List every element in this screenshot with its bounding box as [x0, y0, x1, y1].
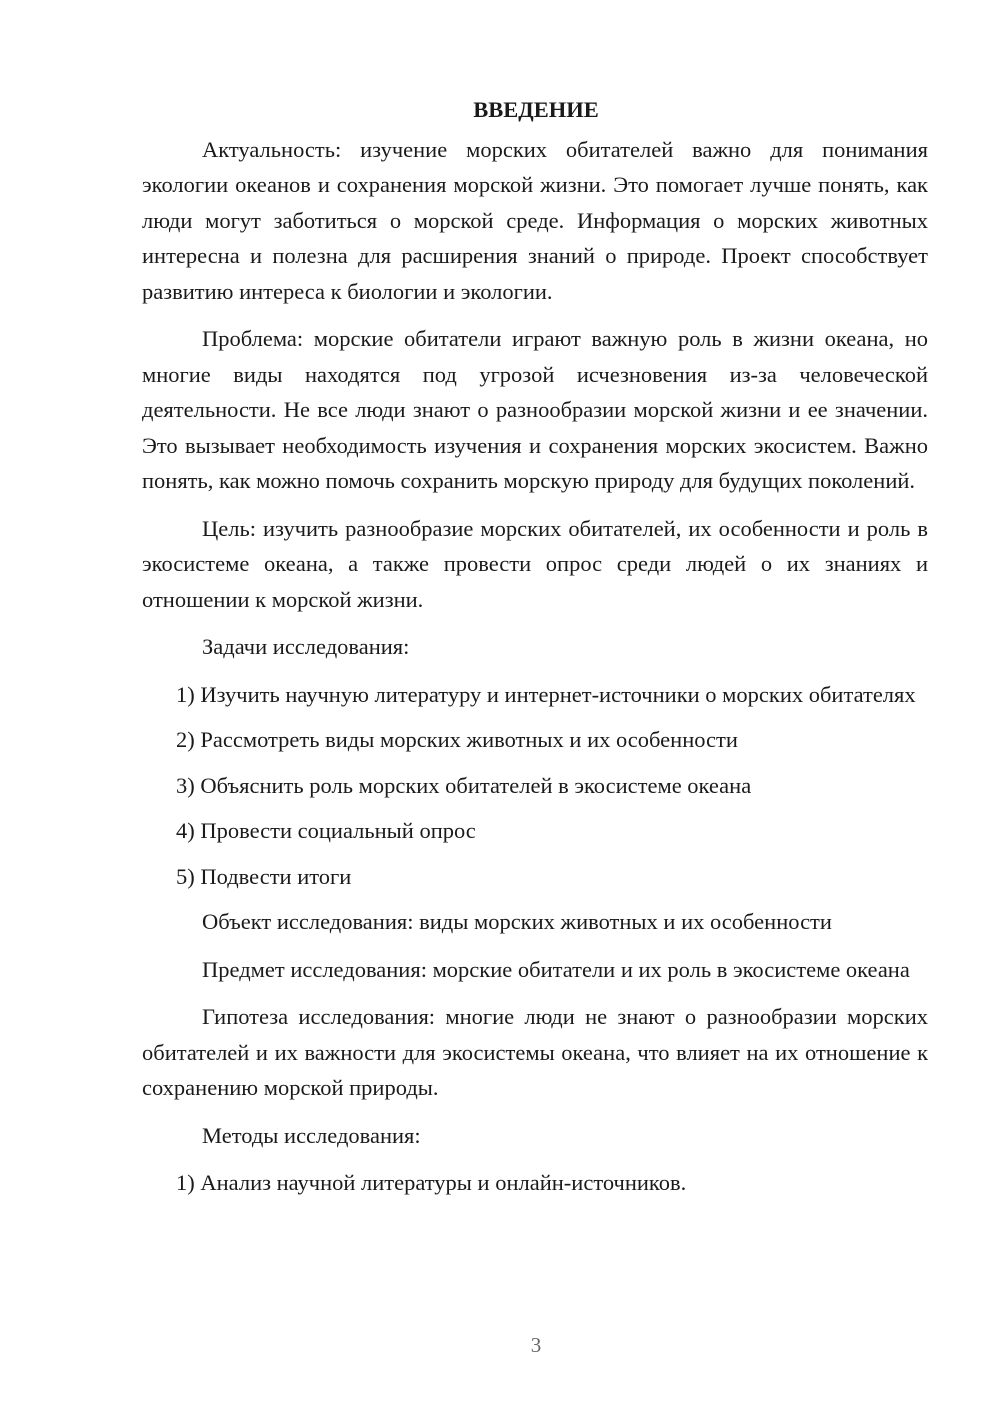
relevance-paragraph: Актуальность: изучение морских обитателей важно для понимания экологии океанов и сохранения морской жизни. Это помогает лучше понять, как люди могут заботиться о морской среде. Информация о морских животных интересна и полезна для расширения знаний о природе. Проект способствует развитию интереса к биологии и экологии. [142, 136, 928, 304]
task-item: 2) Рассмотреть виды морских животных и их особенности [176, 727, 738, 752]
tasks-heading: Задачи исследования: [202, 634, 410, 659]
goal-paragraph: Цель: изучить разнообразие морских обитателей, их особенности и роль в экосистеме океана, а также провести опрос среди людей о их знаниях и отношении к морской жизни. [142, 515, 928, 612]
task-item: 4) Провести социальный опрос [176, 818, 476, 843]
problem-paragraph: Проблема: морские обитатели играют важную роль в жизни океана, но многие виды находятся под угрозой исчезновения из-за человеческой деятельности. Не все люди знают о разнообразии морской жизни и ее значении. Это вызывает необходимость изучения и сохранения морских экосистем. Важно понять, как можно помочь сохранить морскую природу для будущих поколений. [142, 326, 928, 493]
method-item: 1) Анализ научной литературы и онлайн-источников. [176, 1170, 687, 1195]
task-item: 5) Подвести итоги [176, 863, 352, 889]
hypothesis-paragraph: Гипотеза исследования: многие люди не знают о разнообразии морских обитателей и их важности для экосистемы океана, что влияет на их отношение к сохранению морской природы. [142, 1004, 928, 1100]
object-paragraph: Объект исследования: виды морских животных и их особенности [202, 909, 832, 934]
methods-heading: Методы исследования: [202, 1122, 421, 1148]
task-item: 3) Объяснить роль морских обитателей в экосистеме океана [176, 772, 752, 798]
subject-paragraph: Предмет исследования: морские обитатели и их роль в экосистеме океана [202, 956, 910, 982]
task-item: 1) Изучить научную литературу и интернет-источники о морских обитателях [176, 681, 916, 707]
section-title: ВВЕДЕНИЕ [473, 97, 599, 122]
document-page [142, 92, 928, 1211]
page-number: 3 [530, 1333, 542, 1357]
